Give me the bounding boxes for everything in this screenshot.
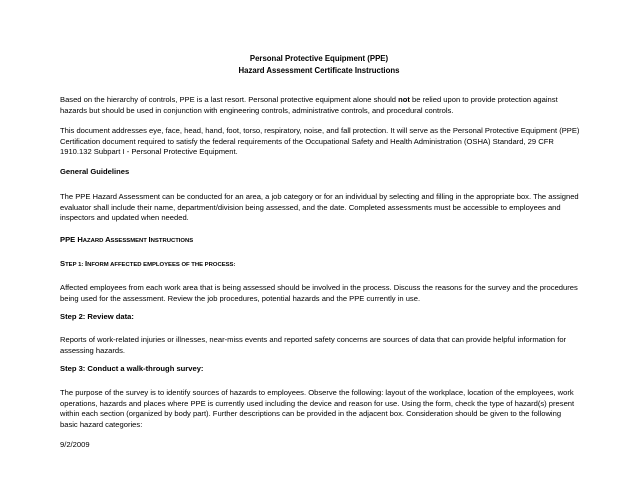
heading-part: AZARD [82,238,106,244]
heading-assessment-instructions [60,235,580,247]
heading-part: PPE [60,235,78,244]
heading-part: NFORM AFFECTED EMPLOYEES OF THE PROCESS: [87,262,236,268]
heading-part: SSESSMENT [110,238,149,244]
heading-part: I [148,235,151,244]
paragraph-text: be relied upon to provide protection against hazards but should be used in conjunction with engineering controls, administrative controls, and procedural controls. [60,95,558,115]
heading-part: I [84,259,88,268]
heading-general-guidelines: General Guidelines [60,167,130,176]
heading-part: H [77,235,83,244]
paragraph-step-1: Affected employees from each work area that is being assessed should be involved in the process. Discuss the reasons for the survey and the procedures being used for the assessment. Review the job procedures, potential hazards and the PPE currently in use. [60,283,578,303]
footer-date: 9/2/2009 [60,440,90,449]
paragraph-step-3: The purpose of the survey is to identify sources of hazards to employees. Observe the following: layout of the workplace, location of the employees, work operations, hazards and places where PPE is currently used including the device and reason for use. Using the form, check the type of hazard(s) present within each section (organized by body part). Further descriptions can be provided in the adjacent box. Consideration should be given to the following basic hazard categories: [60,388,575,429]
paragraph-document-scope: This document addresses eye, face, head, hand, foot, torso, respiratory, noise, and fall protection. It will serve as the Personal Protective Equipment (PPE) Certification document required to satisfy the federal requirements of the Occupational Safety and Health Administration (OSHA) Standard, 29 CFR 1910.132 Subpart I - Personal Protective Equipment. [60,126,580,157]
heading-part: NSTRUCTIONS [150,238,194,244]
heading-step-3: Step 3: Conduct a walk-through survey: [60,364,204,373]
emphasis-not: not [398,95,410,104]
heading-step-2: Step 2: Review data: [60,312,134,321]
paragraph-hierarchy-of-controls [60,95,580,116]
paragraph-text: Based on the hierarchy of controls, PPE is a last resort. Personal protective equipment alone should [60,95,399,104]
heading-part: TEP 1: [65,262,85,268]
paragraph-general-guidelines: The PPE Hazard Assessment can be conducted for an area, a job category or for an individual by selecting and filling in the appropriate box. The assigned evaluator shall include their name, department/division being assessed, and the date. Completed assessments must be accessible to employees and inspectors and updated when needed. [60,192,579,223]
heading-part: A [105,235,111,244]
document-title-line2: Hazard Assessment Certificate Instructions [238,66,400,75]
paragraph-step-2: Reports of work-related injuries or illnesses, near-miss events and reported safety concerns are sources of data that can provide helpful information for assessing hazards. [60,335,567,355]
heading-step-1 [60,259,580,271]
document-title-line1: Personal Protective Equipment (PPE) [249,54,389,63]
heading-part: S [60,259,66,268]
